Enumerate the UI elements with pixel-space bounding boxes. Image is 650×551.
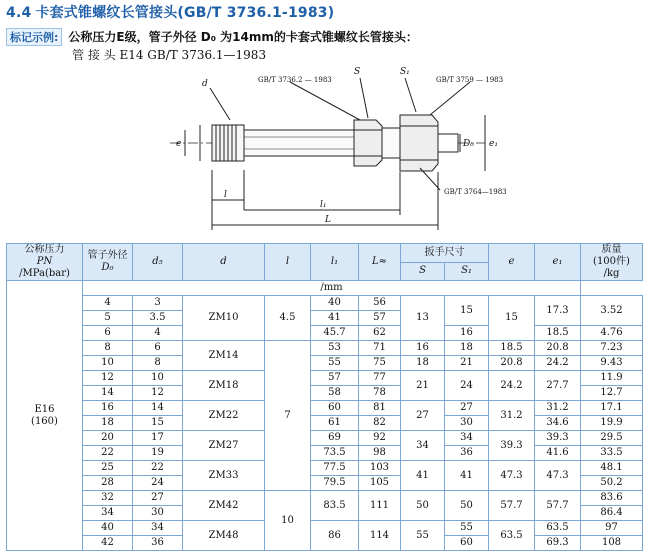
table-cell: 114 [359,521,401,551]
table-cell: 71 [359,341,401,356]
example-tag: 标记示例: [6,28,62,46]
table-cell: 8 [133,356,183,371]
header-S1: S₁ [445,262,489,281]
table-cell: 77.5 [311,461,359,476]
table-cell: 12 [83,371,133,386]
header-l: l [265,244,311,281]
label-gb-bottom: GB/T 3764—1983 [444,188,507,196]
table-cell: 47.3 [489,461,535,491]
table-cell: 30 [445,416,489,431]
table-cell: 60 [311,401,359,416]
table-cell: 22 [83,446,133,461]
table-cell: 27 [445,401,489,416]
table-cell: 63.5 [535,521,581,536]
table-cell: 25 [83,461,133,476]
table-cell: 73.5 [311,446,359,461]
table-cell: 27.7 [535,371,581,401]
table-cell: 18 [401,356,445,371]
table-cell: 39.3 [489,431,535,461]
table-cell: 56 [359,296,401,311]
table-cell: 81 [359,401,401,416]
table-cell: 97 [581,521,643,536]
table-cell: 53 [311,341,359,356]
label-e: e [176,139,182,149]
table-cell: 16 [445,326,489,341]
header-L: L≈ [359,244,401,281]
header-S: S [401,262,445,281]
table-cell: 4 [83,296,133,311]
table-cell: 3.5 [133,311,183,326]
table-cell: 11.9 [581,371,643,386]
pn-cell: E16 (160) [7,281,83,551]
table-cell: 108 [581,536,643,551]
table-cell: 9.43 [581,356,643,371]
table-cell: 32 [83,491,133,506]
table-cell: 19 [133,446,183,461]
table-cell: 47.3 [535,461,581,491]
table-cell: 27 [401,401,445,431]
table-cell: 15 [445,296,489,326]
table-cell: 7.23 [581,341,643,356]
table-cell: 40 [83,521,133,536]
table-cell: 18 [83,416,133,431]
table-cell: 20.8 [489,356,535,371]
table-cell: 57.7 [535,491,581,521]
table-cell: 12.7 [581,386,643,401]
table-cell: 15 [133,416,183,431]
table-cell: 45.7 [311,326,359,341]
table-cell: 10 [265,491,311,551]
table-cell: 6 [83,326,133,341]
header-pn: 公称压力 PN /MPa(bar) [7,244,83,281]
table-cell: 34 [401,431,445,461]
table-cell: 98 [359,446,401,461]
table-cell: 41.6 [535,446,581,461]
table-cell: 19.9 [581,416,643,431]
table-cell: 4 [133,326,183,341]
table-cell: 24 [445,371,489,401]
table-cell: 18.5 [535,326,581,341]
fitting-drawing [140,60,540,240]
table-cell: 5 [83,311,133,326]
table-cell: 6 [133,341,183,356]
table-cell: 34 [133,521,183,536]
table-cell: ZM10 [183,296,265,341]
table-cell: 41 [401,461,445,491]
section-title: 卡套式锥螺纹长管接头(GB/T 3736.1-1983) [35,5,335,21]
table-cell: 16 [83,401,133,416]
table-cell: 4.76 [581,326,643,341]
table-cell: 24 [133,476,183,491]
table-cell: ZM48 [183,521,265,551]
table-cell: 111 [359,491,401,521]
table-cell: 58 [311,386,359,401]
table-cell: 57.7 [489,491,535,521]
table-cell: 48.1 [581,461,643,476]
label-l: l [224,190,227,200]
table-cell: 60 [445,536,489,551]
table-cell: 14 [133,401,183,416]
table-cell: 50 [401,491,445,521]
example-text-1: 公称压力E级，管子外径 D₀ 为14mm的卡套式锥螺纹长管接头： [68,30,418,44]
table-cell: 79.5 [311,476,359,491]
table-cell: 18.5 [489,341,535,356]
spec-table [6,243,643,551]
table-cell: 10 [133,371,183,386]
table-cell: 86.4 [581,506,643,521]
table-cell: ZM42 [183,491,265,521]
table-cell: 55 [311,356,359,371]
table-cell: 83.5 [311,491,359,521]
table-cell: 92 [359,431,401,446]
table-cell: 4.5 [265,296,311,341]
header-wrench: 扳手尺寸 [401,244,489,263]
table-cell: 21 [445,356,489,371]
table-cell: 31.2 [535,401,581,416]
page-title [6,2,334,22]
table-cell: 34 [445,431,489,446]
header-d: d [183,244,265,281]
table-cell: 78 [359,386,401,401]
table-cell: 12 [133,386,183,401]
table-cell: 31.2 [489,401,535,431]
table-cell: 55 [401,521,445,551]
table-cell: 10 [83,356,133,371]
table-cell: 105 [359,476,401,491]
header-d5: d₅ [133,244,183,281]
table-cell: 41 [445,461,489,491]
table-cell: 86 [311,521,359,551]
header-d0: 管子外径 D₀ [83,244,133,281]
label-l1: l₁ [320,200,327,210]
table-cell: 3 [133,296,183,311]
table-cell: ZM27 [183,431,265,461]
table-cell: 83.6 [581,491,643,506]
table-cell: ZM18 [183,371,265,401]
table-cell: 50.2 [581,476,643,491]
table-cell: 21 [401,371,445,401]
label-S: S [354,67,361,77]
table-cell: ZM33 [183,461,265,491]
label-S1: S₁ [400,67,410,77]
section-number: 4.4 [6,5,32,21]
label-gb-right: GB/T 3759 — 1983 [436,76,504,84]
table-cell: 61 [311,416,359,431]
table-cell: 77 [359,371,401,386]
table-cell: 34 [83,506,133,521]
label-e1: e₁ [489,139,498,149]
table-cell: ZM22 [183,401,265,431]
table-cell: 63.5 [489,521,535,551]
table-cell: 7 [265,341,311,491]
example-line-1 [6,28,418,46]
table-cell: 17.1 [581,401,643,416]
unit-row: /mm [83,281,581,296]
table-cell: 42 [83,536,133,551]
table-cell: ZM14 [183,341,265,371]
example-text-2: 管 接 头 E14 GB/T 3736.1—1983 [72,48,267,62]
table-cell: 17.3 [535,296,581,326]
label-gb-left: GB/T 3736.2 — 1983 [258,76,332,84]
table-cell: 39.3 [535,431,581,446]
table-cell: 30 [133,506,183,521]
table-cell: 18 [445,341,489,356]
table-cell: 50 [445,491,489,521]
table-cell: 13 [401,296,445,341]
table-cell: 22 [133,461,183,476]
table-cell: 103 [359,461,401,476]
table-cell: 69.3 [535,536,581,551]
table-cell: 20 [83,431,133,446]
table-cell: 3.52 [581,296,643,326]
table-cell: 40 [311,296,359,311]
table-cell: 62 [359,326,401,341]
label-L: L [325,215,331,225]
header-e: e [489,244,535,281]
table-cell: 15 [489,296,535,341]
table-cell: 36 [445,446,489,461]
table-cell: 24.2 [489,371,535,401]
table-cell: 57 [359,311,401,326]
table-cell: 29.5 [581,431,643,446]
table-cell: 41 [311,311,359,326]
table-cell: 36 [133,536,183,551]
table-cell: 55 [445,521,489,536]
table-cell: 24.2 [535,356,581,371]
table-cell: 82 [359,416,401,431]
table-cell: 16 [401,341,445,356]
table-cell: 33.5 [581,446,643,461]
label-D0: D₀ [463,139,474,149]
table-cell: 75 [359,356,401,371]
table-cell: 69 [311,431,359,446]
table-cell: 28 [83,476,133,491]
table-cell: 20.8 [535,341,581,356]
table-cell: 8 [83,341,133,356]
table-cell: 27 [133,491,183,506]
table-cell: 17 [133,431,183,446]
table-cell: 57 [311,371,359,386]
table-cell: 34.6 [535,416,581,431]
header-l1: l₁ [311,244,359,281]
header-mass: 质量 (100件) /kg [581,244,643,281]
table-cell: 14 [83,386,133,401]
header-e1: e₁ [535,244,581,281]
label-d: d [202,79,208,89]
